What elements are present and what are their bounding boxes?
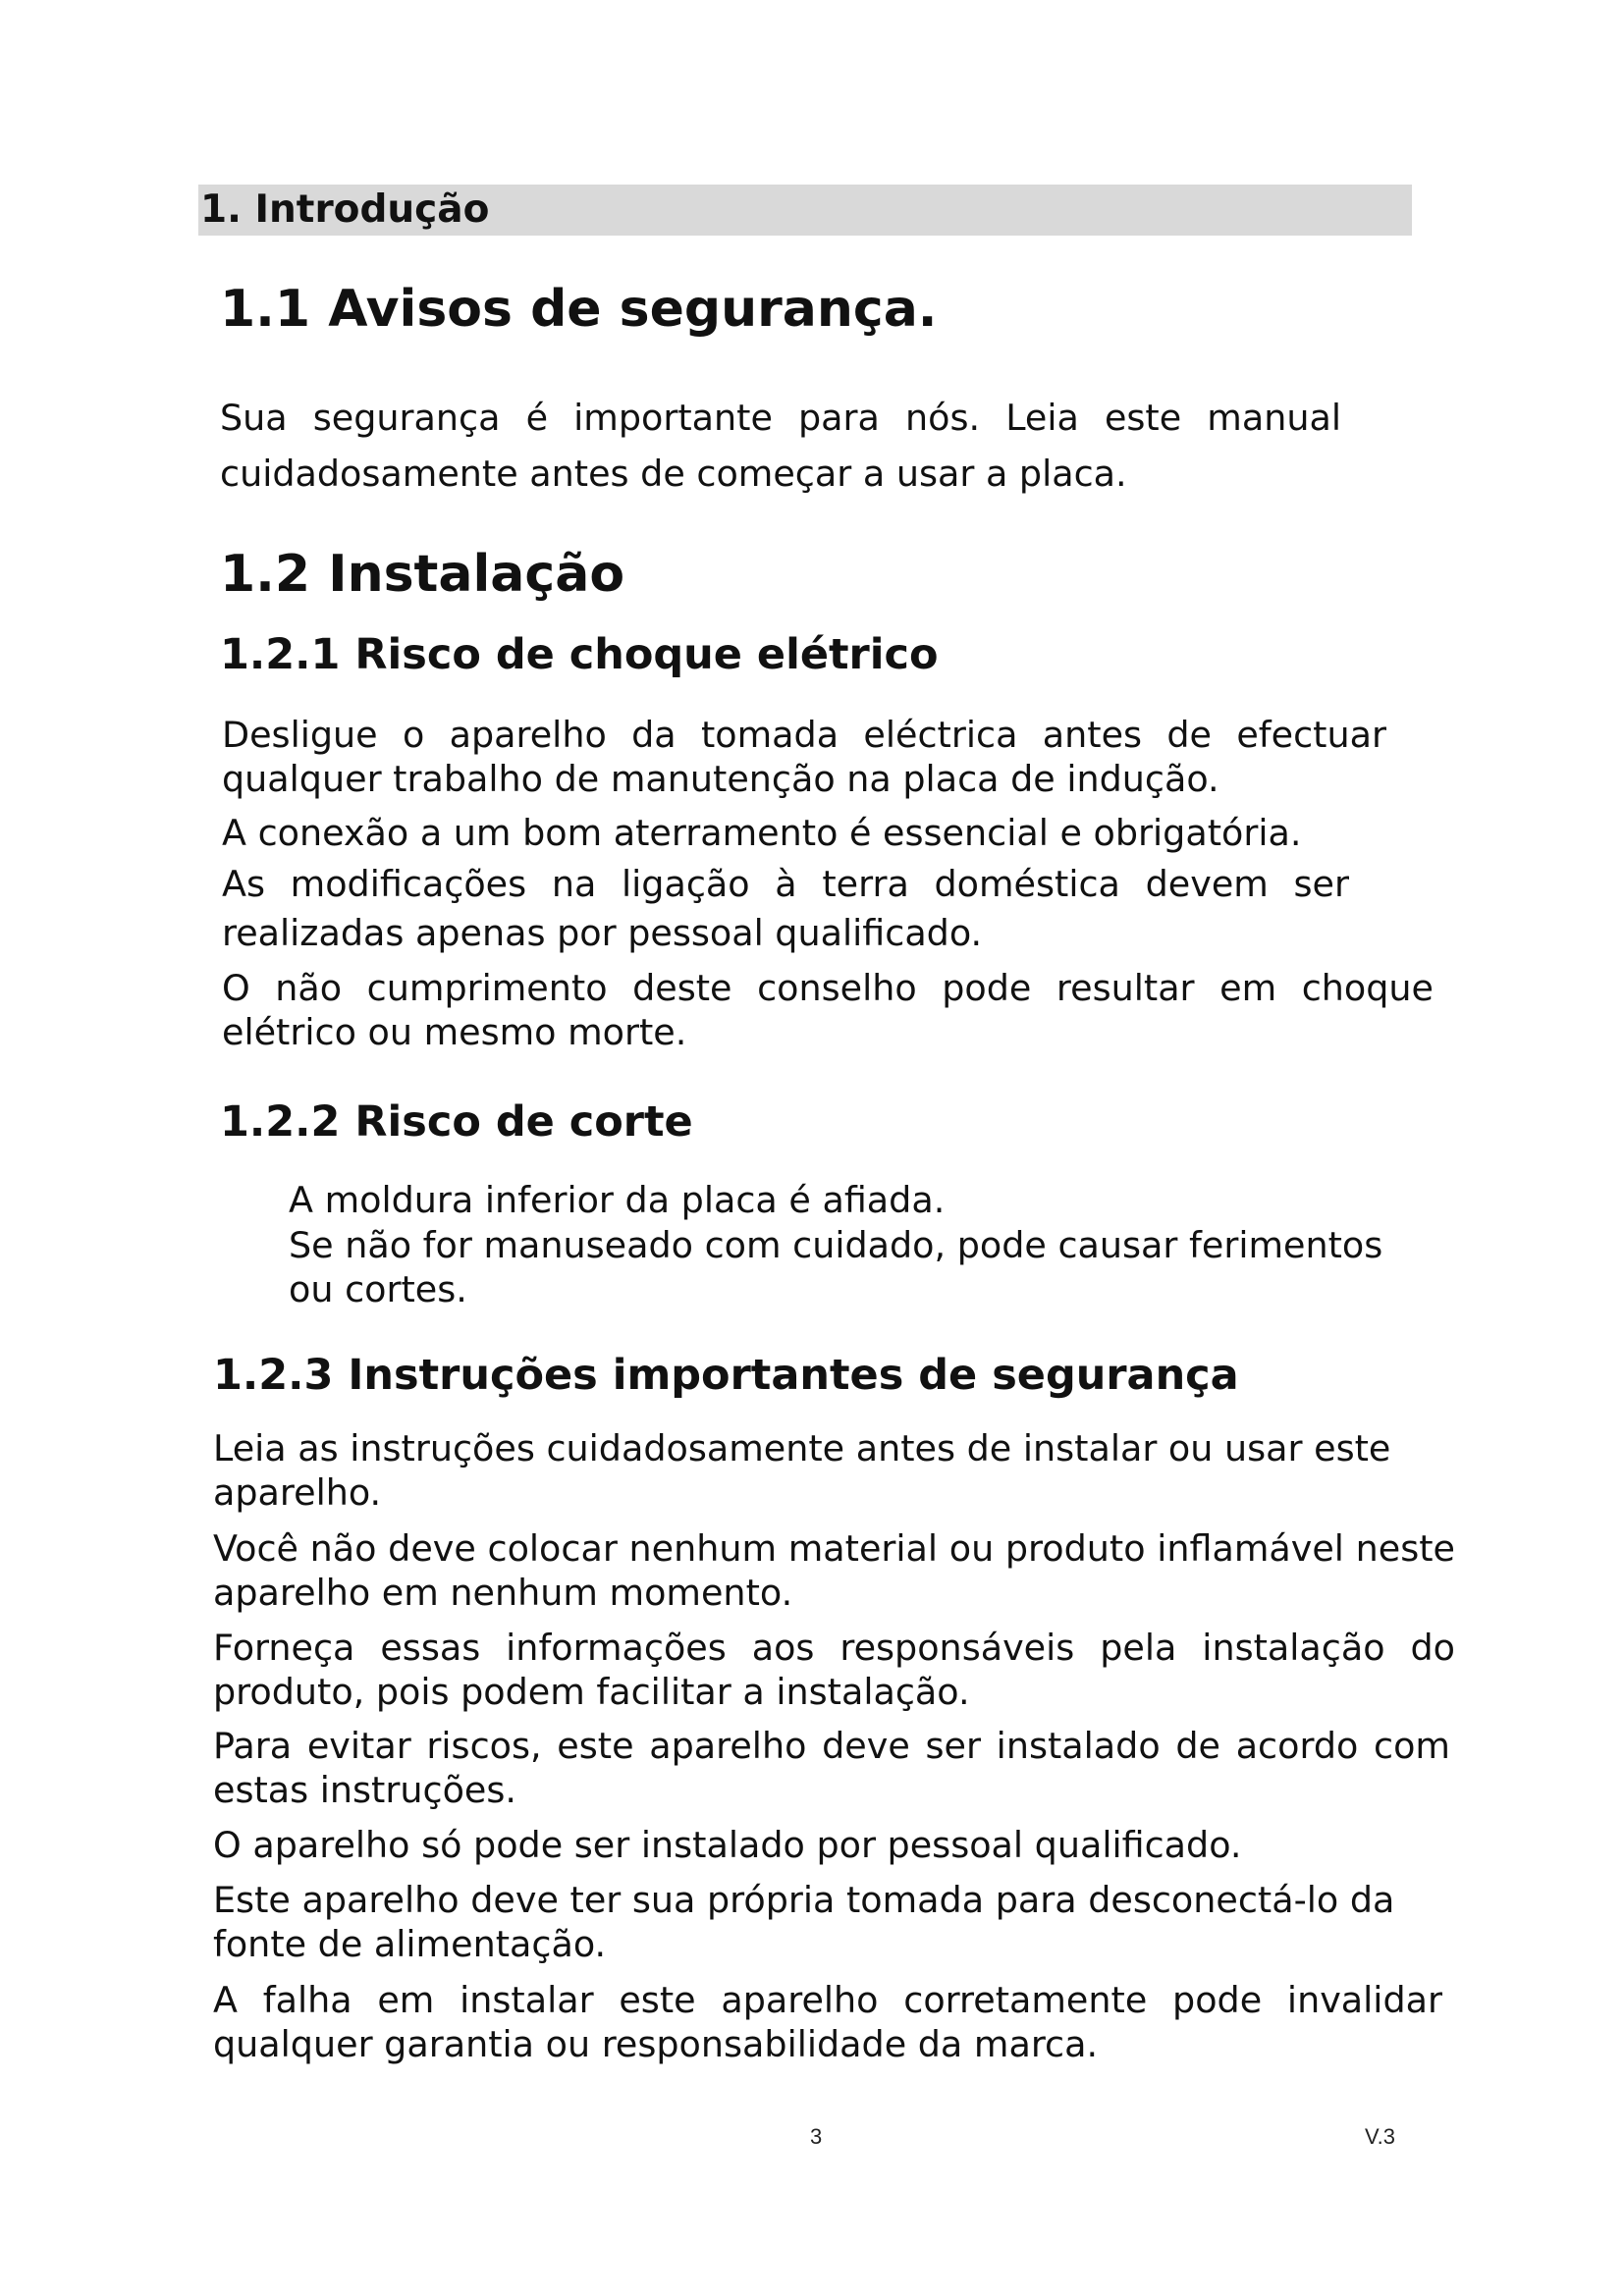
subsection-title-risco-de-corte: 1.2.2 Risco de corte [220, 1097, 693, 1147]
paragraph: A conexão a um bom aterramento é essencial e obrigatória. [222, 812, 1302, 854]
paragraph: Para evitar riscos, este aparelho deve ser instalado de acordo com estas instruções. [213, 1725, 1450, 1811]
subsection-title-risco-de-choque-eletrico: 1.2.1 Risco de choque elétrico [220, 630, 939, 679]
section-title-avisos-de-seguranca: 1.1 Avisos de segurança. [220, 280, 938, 339]
paragraph: A moldura inferior da placa é afiada. [289, 1179, 946, 1221]
chapter-title: 1. Introdução [200, 187, 490, 232]
paragraph: Este aparelho deve ter sua própria tomada para desconectá-lo da fonte de alimentação. [213, 1879, 1395, 1965]
page-number: 3 [810, 2124, 823, 2149]
paragraph: Desligue o aparelho da tomada eléctrica antes de efectuar qualquer trabalho de manutenção na placa de indução. [222, 714, 1386, 800]
section-title-instalacao: 1.2 Instalação [220, 545, 625, 604]
paragraph: Forneça essas informações aos responsáveis pela instalação do produto, pois podem facilitar a instalação. [213, 1627, 1455, 1713]
paragraph: O não cumprimento deste conselho pode resultar em choque elétrico ou mesmo morte. [222, 967, 1434, 1053]
paragraph: Sua segurança é importante para nós. Leia este manual cuidadosamente antes de começar a usar a placa. [220, 397, 1341, 495]
paragraph: O aparelho só pode ser instalado por pessoal qualificado. [213, 1824, 1242, 1866]
document-version: V.3 [1365, 2124, 1396, 2149]
paragraph: Se não for manuseado com cuidado, pode causar ferimentos ou cortes. [289, 1224, 1383, 1310]
paragraph: A falha em instalar este aparelho corretamente pode invalidar qualquer garantia ou responsabilidade da marca. [213, 1979, 1442, 2065]
subsection-title-instrucoes-importantes: 1.2.3 Instruções importantes de segurança [213, 1351, 1239, 1400]
paragraph: Você não deve colocar nenhum material ou produto inflamável neste aparelho em nenhum momento. [213, 1527, 1455, 1614]
paragraph: As modificações na ligação à terra doméstica devem ser realizadas apenas por pessoal qualificado. [222, 863, 1349, 954]
paragraph: Leia as instruções cuidadosamente antes de instalar ou usar este aparelho. [213, 1427, 1391, 1514]
